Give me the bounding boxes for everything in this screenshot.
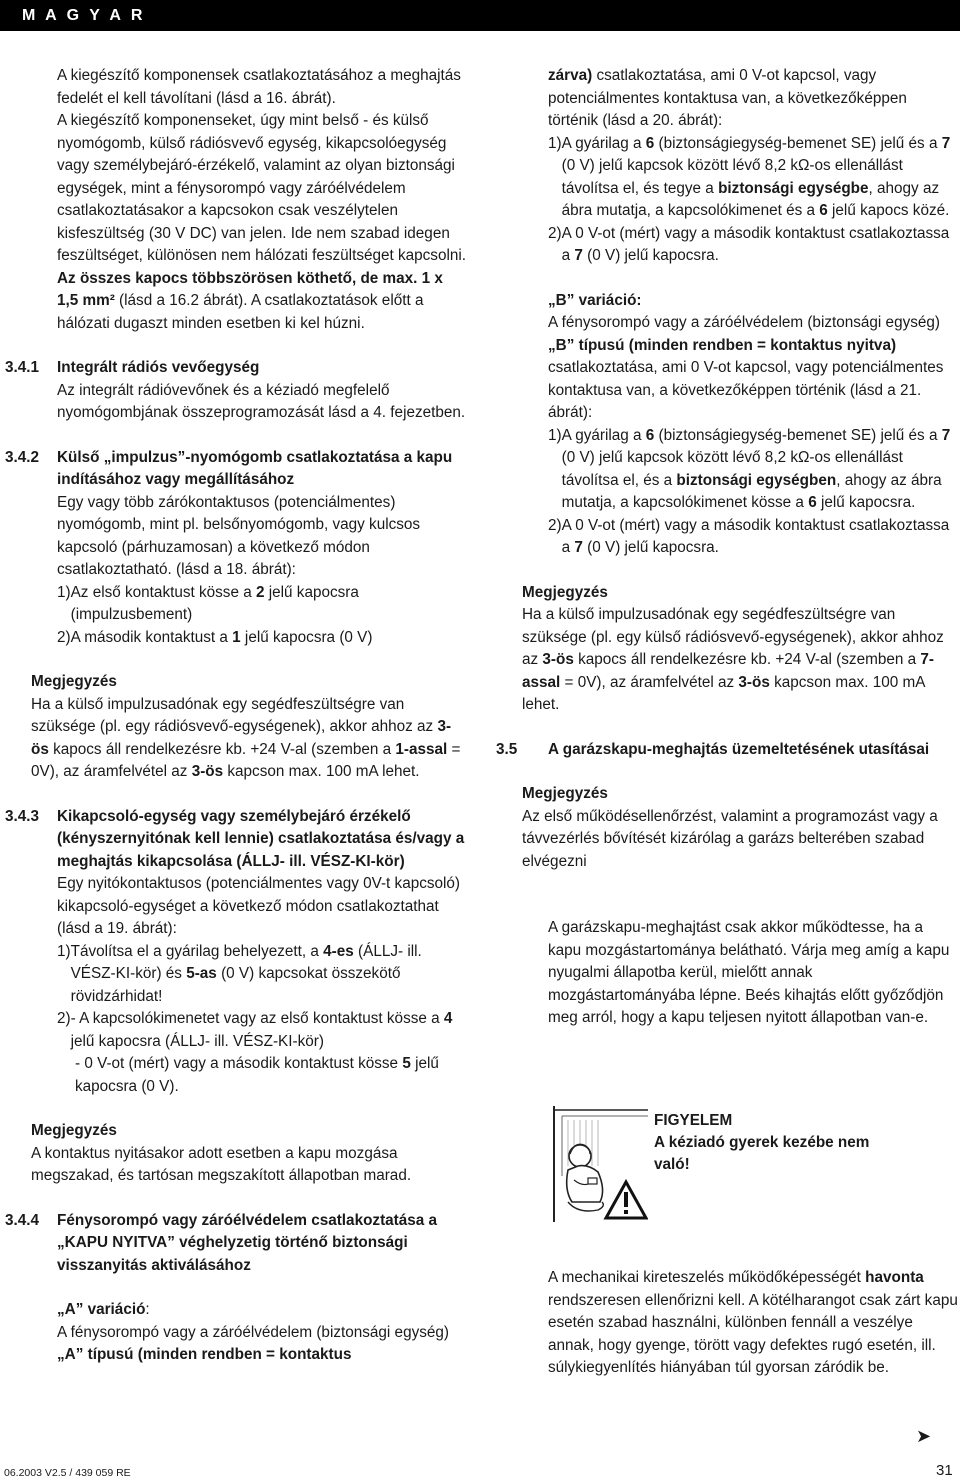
document-reference: 06.2003 V2.5 / 439 059 RE (4, 1467, 131, 1479)
section-title: A garázskapu-meghajtás üzemeltetésének utasításai (548, 740, 930, 758)
note-title: Megjegyzés (31, 673, 117, 690)
warning-heading: FIGYELEM (654, 1112, 733, 1129)
language-header: M A G Y A R (0, 0, 960, 31)
warning-message: A kéziadó gyerek kezébe nem való! (654, 1134, 870, 1173)
section-3-5 (496, 739, 958, 762)
section-number: 3.5 (496, 740, 518, 758)
note-2 (31, 1120, 467, 1188)
list-item: 2) A 0 V-ot (mért) vagy a második kontaktust csatlakoztassa a 7 (0 V) jelű kapocsra. (548, 224, 950, 264)
list-item: 2) A második kontaktust a 1 jelű kapocsra (0 V) (57, 628, 373, 646)
left-column (5, 65, 467, 1367)
section-3-4-3 (5, 806, 467, 1099)
note-body: A kontaktus nyitásakor adott esetben a kapu mozgása megszakad, és tartósan megszakított állapotban marad. (31, 1144, 412, 1184)
variant-a-title: „A” variáció: (57, 1301, 150, 1318)
section-3-4-1 (5, 357, 467, 425)
section-body: Az integrált rádióvevőnek és a kéziadó megfelelő nyomógombjának összeprogramozását lásd a 4. fejezetben. (57, 381, 466, 421)
note-title: Megjegyzés (522, 583, 608, 601)
note-title: Megjegyzés (31, 1122, 117, 1139)
section-title: Külső „impulzus”-nyomógomb csatlakoztatása a kapu indításához vagy megállításához (57, 448, 453, 488)
variant-a-continuation: zárva) csatlakoztatása, ami 0 V-ot kapcsol, vagy potenciálmentes kontaktusa van, a következőképpen történik (lásd a 20. ábrát): (548, 67, 907, 129)
section-number: 3.4.1 (5, 359, 40, 376)
section-title: Integrált rádiós vevőegység (57, 359, 260, 376)
note-title: Megjegyzés (522, 785, 608, 802)
note-1 (31, 671, 467, 784)
section-3-4-4 (5, 1210, 467, 1367)
note-body: Az első működésellenőrzést, valamint a programozást vagy a távvezérlés bővítését kizárólag a garázs belterében szabad elvégezni (522, 807, 938, 870)
child-warning-illustration (548, 1106, 648, 1222)
maintenance-paragraph: A mechanikai kireteszelés működőképességét havonta rendszeresen ellenőrizni kell. A kötélharangot csak zárt kapu esetén szabad használni, különben fennáll a veszélye annak, hogy gyenge, törött vagy defektes rugó esetén, ill. súlykiegyenlítés hiányában túl gyorsan záródik be. (548, 1269, 958, 1376)
warning-text (654, 1110, 874, 1176)
list-item: 1) Távolítsa el a gyárilag behelyezett, a 4-es (ÁLLJ- ill. VÉSZ-KI-kör) és 5-as (0 V) kapcsokat összekötő rövidzárhidat! (57, 942, 422, 1005)
section-number: 3.4.4 (5, 1211, 40, 1229)
note-body: Ha a külső impulzusadónak egy segédfeszültségre van szüksége (pl. egy rádiósvevő-egységenek), akkor ahhoz az 3-ös kapocs áll rendelkezésre kb. +24 V-al (szemben a 1-assal = 0V), az áramfelvétel az 3-ös kapcson max. 100 mA lehet. (31, 695, 461, 780)
operation-paragraph: A garázskapu-meghajtást csak akkor működtesse, ha a kapu mozgástartománya belátható. Várja meg amíg a kapu nyugalmi állapotba kerül, mielőtt annak mozgástartományába lépne. Beés kihajtás előtt győződjön meg arról, hogy a kapu teljesen nyitott állapotban van-e. (548, 919, 950, 1026)
section-number: 3.4.2 (5, 448, 40, 466)
list-item: - 0 V-ot (mért) vagy a második kontaktust kösse 5 jelű kapocsra (0 V). (75, 1055, 439, 1095)
child-with-remote-icon (548, 1106, 648, 1222)
section-title: Fénysorompó vagy záróélvédelem csatlakoztatása a „KAPU NYITVA” véghelyzetig történő biztonsági visszanyitás aktiválásához (57, 1211, 438, 1274)
list-item: 2) - A kapcsolókimenetet vagy az első kontaktust kösse a 4 jelű kapocsra (ÁLLJ- ill. VÉSZ-KI-kör) (57, 1010, 453, 1050)
note-body: Ha a külső impulzusadónak egy segédfeszültségre van szüksége (pl. egy külső rádiósvevő-egységenek), akkor ahhoz az 3-ös kapocs áll rendelkezésre kb. +24 V-al (szemben a 7-assal = 0V), az áramfelvétel az 3-ös kapcson max. 100 mA lehet. (522, 606, 944, 713)
section-title: Kikapcsoló-egység vagy személybejáró érzékelő (kényszernyitónak kell lennie) csatlakoztatása és/vagy a meghajtás kikapcsolása (ÁLLJ- ill. VÉSZ-KI-kör) (57, 807, 465, 870)
variant-b-body: A fénysorompó vagy a záróélvédelem (biztonsági egység) „B” típusú (minden rendben = kontaktus nyitva) csatlakoztatása, ami 0 V-ot kapcsol, vagy potenciálmentes kontaktusa van, a következőképpen történik (lásd a 21. ábrát): (548, 314, 944, 421)
variant-a-body: A fénysorompó vagy a záróélvédelem (biztonsági egység) „A” típusú (minden rendben = kontaktus (57, 1323, 449, 1363)
intro-paragraph-2: A kiegészítő komponenseket, úgy mint belső - és külső nyomógomb, külső rádiósvevő egység, kikapcsolóegység vagy személybejáró-érzékelő, valamint az olyan biztonsági egységek, mint a fénysorompó vagy záróélvédelem csatlakoztatásakor a kapcsokon csak veszélytelen kisfeszültség (30 V DC) van jelen. Ide nem szabad idegen feszültséget, különösen nem hálózati feszültséget kapcsolni. Az összes kapocs többszörösen köthető, de max. 1 x 1,5 mm² (lásd a 16.2 ábrát). A csatlakoztatások előtt a hálózati dugaszt minden esetben ki kel húzni. (57, 112, 467, 332)
list-item: 1) Az első kontaktust kösse a 2 jelű kapocsra (impulzusbement) (57, 583, 359, 623)
next-page-arrow-icon: ➤ (916, 1426, 932, 1446)
section-3-4-2 (5, 447, 467, 650)
section-body: Egy vagy több zárókontaktusos (potenciálmentes) nyomógomb, mint pl. belsőnyomógomb, vagy kulcsos kapcsoló (párhuzamosan) a következő módon csatlakoztatható. (lásd a 18. ábrát): (57, 493, 421, 578)
note-4 (522, 783, 958, 873)
page-number: 31 (936, 1462, 953, 1479)
list-item: 1) A gyárilag a 6 (biztonságiegység-bemenet SE) jelű és a 7 (0 V) jelű kapcsok között lévő 8,2 kΩ-os ellenállást távolítsa el, és a biztonsági egységben, ahogy az ábra mutatja, a kapcsolókimenet kösse a 6 jelű kapocsra. (548, 426, 951, 511)
note-3 (522, 582, 958, 717)
list-item: 2) A 0 V-ot (mért) vagy a második kontaktust csatlakoztassa a 7 (0 V) jelű kapocsra. (548, 516, 950, 556)
list-item: 1) A gyárilag a 6 (biztonságiegység-bemenet SE) jelű és a 7 (0 V) jelű kapcsok között lévő 8,2 kΩ-os ellenállást távolítsa el, és tegye a biztonsági egységbe, ahogy az ábra mutatja, a kapcsolókimenet és a 6 jelű kapocs közé. (548, 134, 951, 219)
right-column (496, 65, 958, 1030)
intro-paragraph-1: A kiegészítő komponensek csatlakoztatásához a meghajtás fedelét el kell távolítani (lásd a 16. ábrát). (57, 67, 461, 107)
section-body: Egy nyitókontaktusos (potenciálmentes vagy 0V-t kapcsoló) kikapcsoló-egységet a következő módon csatlakoztathat (lásd a 19. ábrát): (57, 875, 461, 937)
section-number: 3.4.3 (5, 807, 40, 825)
variant-b-title: „B” variáció: (548, 291, 642, 309)
